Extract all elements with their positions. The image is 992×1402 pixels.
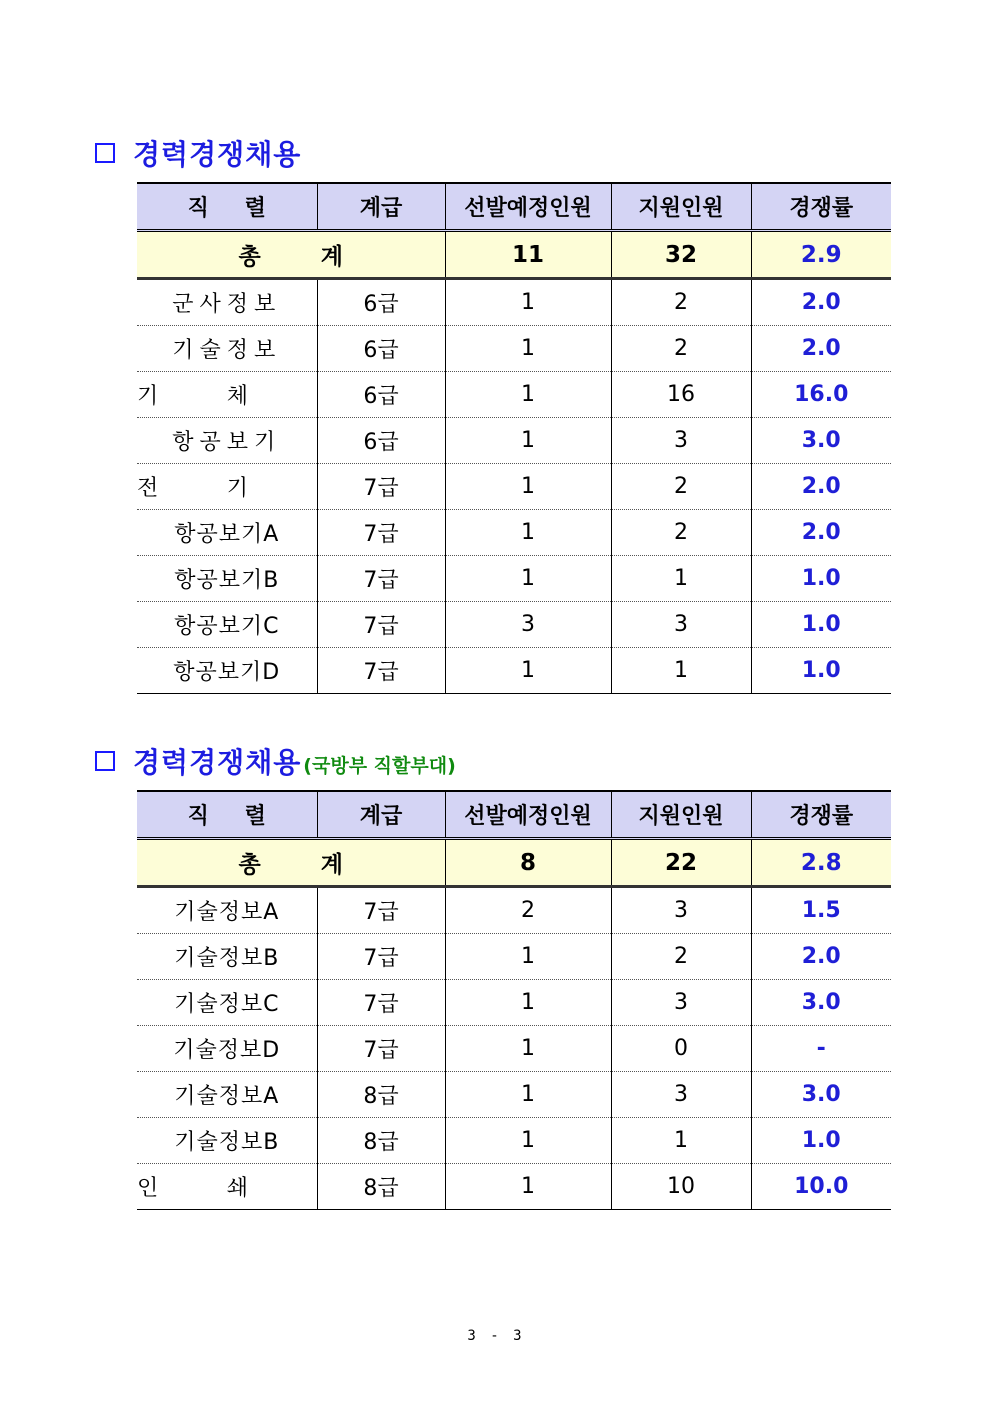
row-selected: 1 bbox=[445, 510, 611, 556]
row-applicants: 2 bbox=[611, 326, 751, 372]
row-name: 기술정보D bbox=[137, 1026, 317, 1072]
row-name: 기 체 bbox=[137, 372, 317, 418]
row-selected: 1 bbox=[445, 648, 611, 694]
header-applicants: 지원인원 bbox=[611, 791, 751, 839]
row-rate: 2.0 bbox=[751, 279, 891, 326]
row-name: 기술정보 bbox=[137, 326, 317, 372]
table-row bbox=[137, 510, 891, 556]
section-title-text: 경력경쟁채용 bbox=[133, 138, 302, 171]
total-rate: 2.8 bbox=[751, 839, 891, 887]
recruitment-table bbox=[137, 182, 891, 694]
row-rate: 3.0 bbox=[751, 1072, 891, 1118]
header-rate: 경쟁률 bbox=[751, 791, 891, 839]
header-grade: 계급 bbox=[317, 183, 445, 231]
total-label: 총계 bbox=[137, 231, 445, 279]
header-rate: 경쟁률 bbox=[751, 183, 891, 231]
header-job-series: 직 렬 bbox=[137, 183, 317, 231]
table-row bbox=[137, 648, 891, 694]
table-row bbox=[137, 556, 891, 602]
row-rate: 1.0 bbox=[751, 556, 891, 602]
row-grade: 8급 bbox=[317, 1164, 445, 1210]
row-name: 군사정보 bbox=[137, 279, 317, 326]
row-selected: 1 bbox=[445, 372, 611, 418]
row-applicants: 3 bbox=[611, 887, 751, 934]
row-applicants: 1 bbox=[611, 556, 751, 602]
row-selected: 3 bbox=[445, 602, 611, 648]
table-row bbox=[137, 1164, 891, 1210]
table-row bbox=[137, 1118, 891, 1164]
row-rate: 3.0 bbox=[751, 980, 891, 1026]
row-rate: 1.5 bbox=[751, 887, 891, 934]
total-selected: 11 bbox=[445, 231, 611, 279]
row-applicants: 1 bbox=[611, 1118, 751, 1164]
row-rate: - bbox=[751, 1026, 891, 1072]
header-applicants: 지원인원 bbox=[611, 183, 751, 231]
row-name: 기술정보B bbox=[137, 1118, 317, 1164]
row-grade: 7급 bbox=[317, 980, 445, 1026]
page-number: 3 - 3 bbox=[467, 1328, 525, 1344]
total-row bbox=[137, 231, 891, 279]
row-rate: 16.0 bbox=[751, 372, 891, 418]
row-grade: 6급 bbox=[317, 418, 445, 464]
row-grade: 7급 bbox=[317, 602, 445, 648]
total-applicants: 22 bbox=[611, 839, 751, 887]
section-title-career-recruitment-mnd bbox=[95, 741, 456, 781]
row-rate: 2.0 bbox=[751, 510, 891, 556]
checkbox-square-icon bbox=[95, 143, 115, 163]
row-applicants: 10 bbox=[611, 1164, 751, 1210]
row-applicants: 3 bbox=[611, 418, 751, 464]
row-applicants: 0 bbox=[611, 1026, 751, 1072]
row-rate: 1.0 bbox=[751, 602, 891, 648]
row-selected: 1 bbox=[445, 1026, 611, 1072]
total-label: 총계 bbox=[137, 839, 445, 887]
row-applicants: 3 bbox=[611, 980, 751, 1026]
row-selected: 1 bbox=[445, 1118, 611, 1164]
section-title-career-recruitment bbox=[95, 133, 301, 173]
row-name: 항공보기C bbox=[137, 602, 317, 648]
row-grade: 7급 bbox=[317, 556, 445, 602]
row-grade: 7급 bbox=[317, 1026, 445, 1072]
row-rate: 2.0 bbox=[751, 464, 891, 510]
row-applicants: 3 bbox=[611, 1072, 751, 1118]
table-row bbox=[137, 464, 891, 510]
row-name: 항공보기D bbox=[137, 648, 317, 694]
row-selected: 1 bbox=[445, 556, 611, 602]
total-applicants: 32 bbox=[611, 231, 751, 279]
table-header-row bbox=[137, 183, 891, 231]
row-applicants: 2 bbox=[611, 279, 751, 326]
row-selected: 1 bbox=[445, 1164, 611, 1210]
row-rate: 1.0 bbox=[751, 1118, 891, 1164]
row-grade: 7급 bbox=[317, 510, 445, 556]
row-selected: 2 bbox=[445, 887, 611, 934]
table-row bbox=[137, 418, 891, 464]
row-rate: 2.0 bbox=[751, 934, 891, 980]
table-row bbox=[137, 372, 891, 418]
table-header-row bbox=[137, 791, 891, 839]
row-rate: 1.0 bbox=[751, 648, 891, 694]
row-name: 기술정보B bbox=[137, 934, 317, 980]
row-rate: 2.0 bbox=[751, 326, 891, 372]
row-name: 기술정보A bbox=[137, 887, 317, 934]
header-selected: 선발예정인원 bbox=[445, 791, 611, 839]
row-grade: 6급 bbox=[317, 279, 445, 326]
table-row bbox=[137, 326, 891, 372]
table-row bbox=[137, 1026, 891, 1072]
header-grade: 계급 bbox=[317, 791, 445, 839]
row-applicants: 1 bbox=[611, 648, 751, 694]
row-name: 항공보기 bbox=[137, 418, 317, 464]
table-row bbox=[137, 934, 891, 980]
row-selected: 1 bbox=[445, 464, 611, 510]
table-row bbox=[137, 1072, 891, 1118]
row-selected: 1 bbox=[445, 1072, 611, 1118]
row-grade: 7급 bbox=[317, 648, 445, 694]
row-selected: 1 bbox=[445, 934, 611, 980]
row-selected: 1 bbox=[445, 980, 611, 1026]
row-applicants: 2 bbox=[611, 934, 751, 980]
section-subtitle: (국방부 직할부대) bbox=[303, 754, 456, 777]
row-name: 기술정보A bbox=[137, 1072, 317, 1118]
row-name: 기술정보C bbox=[137, 980, 317, 1026]
checkbox-square-icon bbox=[95, 751, 115, 771]
row-applicants: 2 bbox=[611, 464, 751, 510]
row-name: 항공보기A bbox=[137, 510, 317, 556]
row-selected: 1 bbox=[445, 418, 611, 464]
table-row bbox=[137, 279, 891, 326]
row-applicants: 2 bbox=[611, 510, 751, 556]
total-rate: 2.9 bbox=[751, 231, 891, 279]
row-grade: 8급 bbox=[317, 1118, 445, 1164]
row-selected: 1 bbox=[445, 279, 611, 326]
table-row bbox=[137, 980, 891, 1026]
header-selected: 선발예정인원 bbox=[445, 183, 611, 231]
row-name: 인 쇄 bbox=[137, 1164, 317, 1210]
row-name: 전 기 bbox=[137, 464, 317, 510]
row-applicants: 3 bbox=[611, 602, 751, 648]
header-job-series: 직 렬 bbox=[137, 791, 317, 839]
row-rate: 10.0 bbox=[751, 1164, 891, 1210]
section-title-text: 경력경쟁채용 bbox=[133, 746, 302, 779]
table-row bbox=[137, 602, 891, 648]
row-grade: 7급 bbox=[317, 887, 445, 934]
row-selected: 1 bbox=[445, 326, 611, 372]
recruitment-table-mnd bbox=[137, 790, 891, 1210]
row-grade: 8급 bbox=[317, 1072, 445, 1118]
row-rate: 3.0 bbox=[751, 418, 891, 464]
total-selected: 8 bbox=[445, 839, 611, 887]
row-name: 항공보기B bbox=[137, 556, 317, 602]
row-grade: 6급 bbox=[317, 372, 445, 418]
row-grade: 7급 bbox=[317, 464, 445, 510]
row-applicants: 16 bbox=[611, 372, 751, 418]
row-grade: 6급 bbox=[317, 326, 445, 372]
row-grade: 7급 bbox=[317, 934, 445, 980]
table-row bbox=[137, 887, 891, 934]
total-row bbox=[137, 839, 891, 887]
